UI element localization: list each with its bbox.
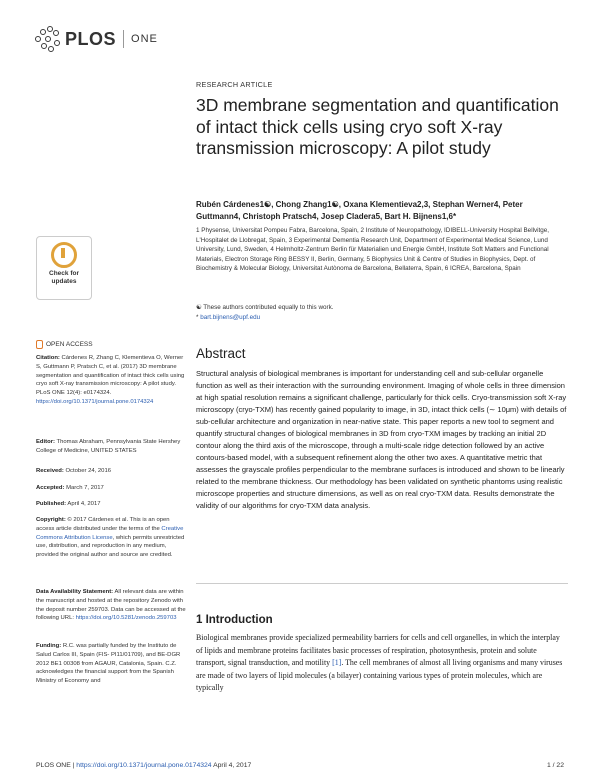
zenodo-link[interactable]: https://doi.org/10.5281/zenodo.259703 xyxy=(75,615,177,622)
accepted-label: Accepted: xyxy=(36,485,65,491)
page-footer xyxy=(36,762,564,769)
published-block xyxy=(36,500,186,509)
badge-line-2: updates xyxy=(51,278,77,285)
published-date: April 4, 2017 xyxy=(66,501,101,507)
contribution-notes xyxy=(196,303,566,322)
plos-dots-icon xyxy=(35,26,61,52)
citation-block xyxy=(36,354,186,407)
section-divider xyxy=(196,583,568,584)
data-availability-text: All relevant data are within the manuscript and hosted at the repository Zenodo with the deposit number 259703. Data can be accessed at the following URL: xyxy=(36,589,186,622)
abstract-heading: Abstract xyxy=(196,346,246,361)
accepted-block xyxy=(36,484,186,493)
intro-text-2: . The cell membranes of almost all living organisms and many viruses are made of two layers of lipid molecules (a bilayer) containing various types of protein molecules, which are typically xyxy=(196,658,563,692)
introduction-text xyxy=(196,632,568,695)
footer-date: April 4, 2017 xyxy=(211,762,252,769)
logo-suffix: ONE xyxy=(131,33,158,45)
article-title: 3D membrane segmentation and quantification of intact thick cells using cryo soft X-ray transmission microscopy: A pilot study xyxy=(196,95,559,158)
update-check-icon xyxy=(51,242,77,268)
received-label: Received: xyxy=(36,468,64,474)
data-availability-label: Data Availability Statement: xyxy=(36,589,114,595)
email-link[interactable]: bart.bijnens@upf.edu xyxy=(200,313,261,321)
logo-divider xyxy=(123,30,124,48)
copyright-text-1: © 2017 Cárdenes et al. This is an open access article distributed under the terms of the xyxy=(36,517,170,532)
introduction-heading: 1 Introduction xyxy=(196,614,273,626)
affiliations: 1 Physense, Universitat Pompeu Fabra, Barcelona, Spain, 2 Institute of Neuropathology, IDIBELL-University Hospital Bellvitge, L'Hospitalet de Llobregat, Spain, 3 Experimental Dementia Research Unit, Department of Experimental Medical Science, Lund University, Lund, Sweden, 4 Helmholtz-Zentrum Berlin für Materialien und Energie GmbH, Institute Soft Matters and Functional Materials, Electron Storage Ring BESSY II, Berlin, Germany, 5 Biophysics Unit & Centre of Studies in Biophysics, Dept. of Biochemistry & Molecular Biology, Universitat Autònoma de Barcelona, Bellaterra, Spain, 6 ICREA, Barcelona, Spain xyxy=(196,227,550,272)
editor-label: Editor: xyxy=(36,439,55,445)
copyright-label: Copyright: xyxy=(36,517,66,523)
citation-text: Cárdenes R, Zhang C, Klementieva O, Werner S, Guttmann P, Pratsch C, et al. (2017) 3D membrane segmentation and quantification of intact thick cells using cryo soft X-ray transmission microscopy: A pilot study. PLoS ONE 12(4): e0174324. xyxy=(36,355,185,397)
open-lock-icon xyxy=(36,340,43,349)
license-link[interactable]: Creative Commons Attribution License xyxy=(36,525,184,541)
published-label: Published: xyxy=(36,501,67,507)
editor-text: Thomas Abraham, Pennsylvania State Hershey College of Medicine, UNITED STATES xyxy=(36,439,181,454)
author-list: Rubén Cárdenes1☯, Chong Zhang1☯, Oxana Klementieva2,3, Stephan Werner4, Peter Guttmann4, Christoph Pratsch4, Josep Cladera5, Bart H. Bijnens1,6* xyxy=(196,200,523,221)
footer-doi-link[interactable]: https://doi.org/10.1371/journal.pone.0174324 xyxy=(76,762,212,769)
open-access-text: OPEN ACCESS xyxy=(46,341,93,348)
journal-logo[interactable] xyxy=(35,26,158,52)
logo-text: PLOS xyxy=(65,28,117,49)
accepted-date: March 7, 2017 xyxy=(64,485,104,491)
editor-block xyxy=(36,438,186,456)
page-number: 1 / 22 xyxy=(546,762,564,769)
received-date: October 24, 2016 xyxy=(63,468,112,474)
email-marker: * xyxy=(196,313,201,321)
copyright-text-2: , which permits unrestricted use, distribution, and reproduction in any medium, provided the original author and source are credited. xyxy=(36,534,185,559)
citation-doi-link[interactable]: https://doi.org/10.1371/journal.pone.0174324 xyxy=(36,398,154,405)
funding-label: Funding: xyxy=(36,643,62,649)
received-block xyxy=(36,467,186,476)
equal-contribution-note: ☯ These authors contributed equally to this work. xyxy=(196,304,334,311)
footer-journal: PLOS ONE | xyxy=(36,762,77,769)
citation-ref-1[interactable]: [1] xyxy=(332,658,342,667)
check-for-updates-badge[interactable] xyxy=(36,236,92,300)
open-access-label xyxy=(36,340,93,349)
corresponding-email xyxy=(196,313,566,323)
copyright-block xyxy=(36,516,186,560)
abstract-text: Structural analysis of biological membranes is important for understanding cell and sub-cellular organelle function as well as their interaction with the surrounding environment. Imaging of whole cells in three dimension at high spatial resolution remains a significant challenge, particularly for thick cells. Cryo-transmission soft X-ray microscopy (cryo-TXM) has recently gained popularity to image, in 3D, intact thick cells (∼ 10μm) with details of sub-cellular architecture and organization in near-native state. This paper reports a new tool to segment and quantify structural changes of biological membranes in 3D from cryo-TXM images by tracking an initial 2D contour along the third axis of the microscope, through a multi-scale ridge detection followed by an active contours-based model, with a subsequent refinement along the other two axes. A quantitative metric that assesses the grayscale profiles perpendicular to the membrane surfaces is introduced and shown to be linearly related to the membrane thickness. Our methodology has been validated on synthetic phantoms using realistic microscope properties and structure dimensions, as well as on real cryo-TXM data. Results demonstrate the validity of our algorithms for cryo-TXM data analysis. xyxy=(196,369,567,510)
data-availability-block xyxy=(36,588,186,623)
funding-block xyxy=(36,642,186,686)
intro-text-1: Biological membranes provide specialized permeability barriers for cells and cell organelles, in which the interplay of lipids and membrane proteins facilitates basic processes of respiration, photosynthesis, protein and solute transport, signal transduction, and motility xyxy=(196,633,560,667)
funding-text: R.C. was partially funded by the Instituto de Salud Carlos III, Spain (FIS- PI11/01709), and BE-DGR 2012 BE1 00308 from AGAUR, Catalonia, Spain. C.Z. acknowledges the financial support from the Spanish Ministry of Economy and xyxy=(36,643,181,685)
citation-label: Citation: xyxy=(36,355,60,361)
article-type: RESEARCH ARTICLE xyxy=(196,80,273,89)
badge-line-1: Check for xyxy=(49,270,79,277)
